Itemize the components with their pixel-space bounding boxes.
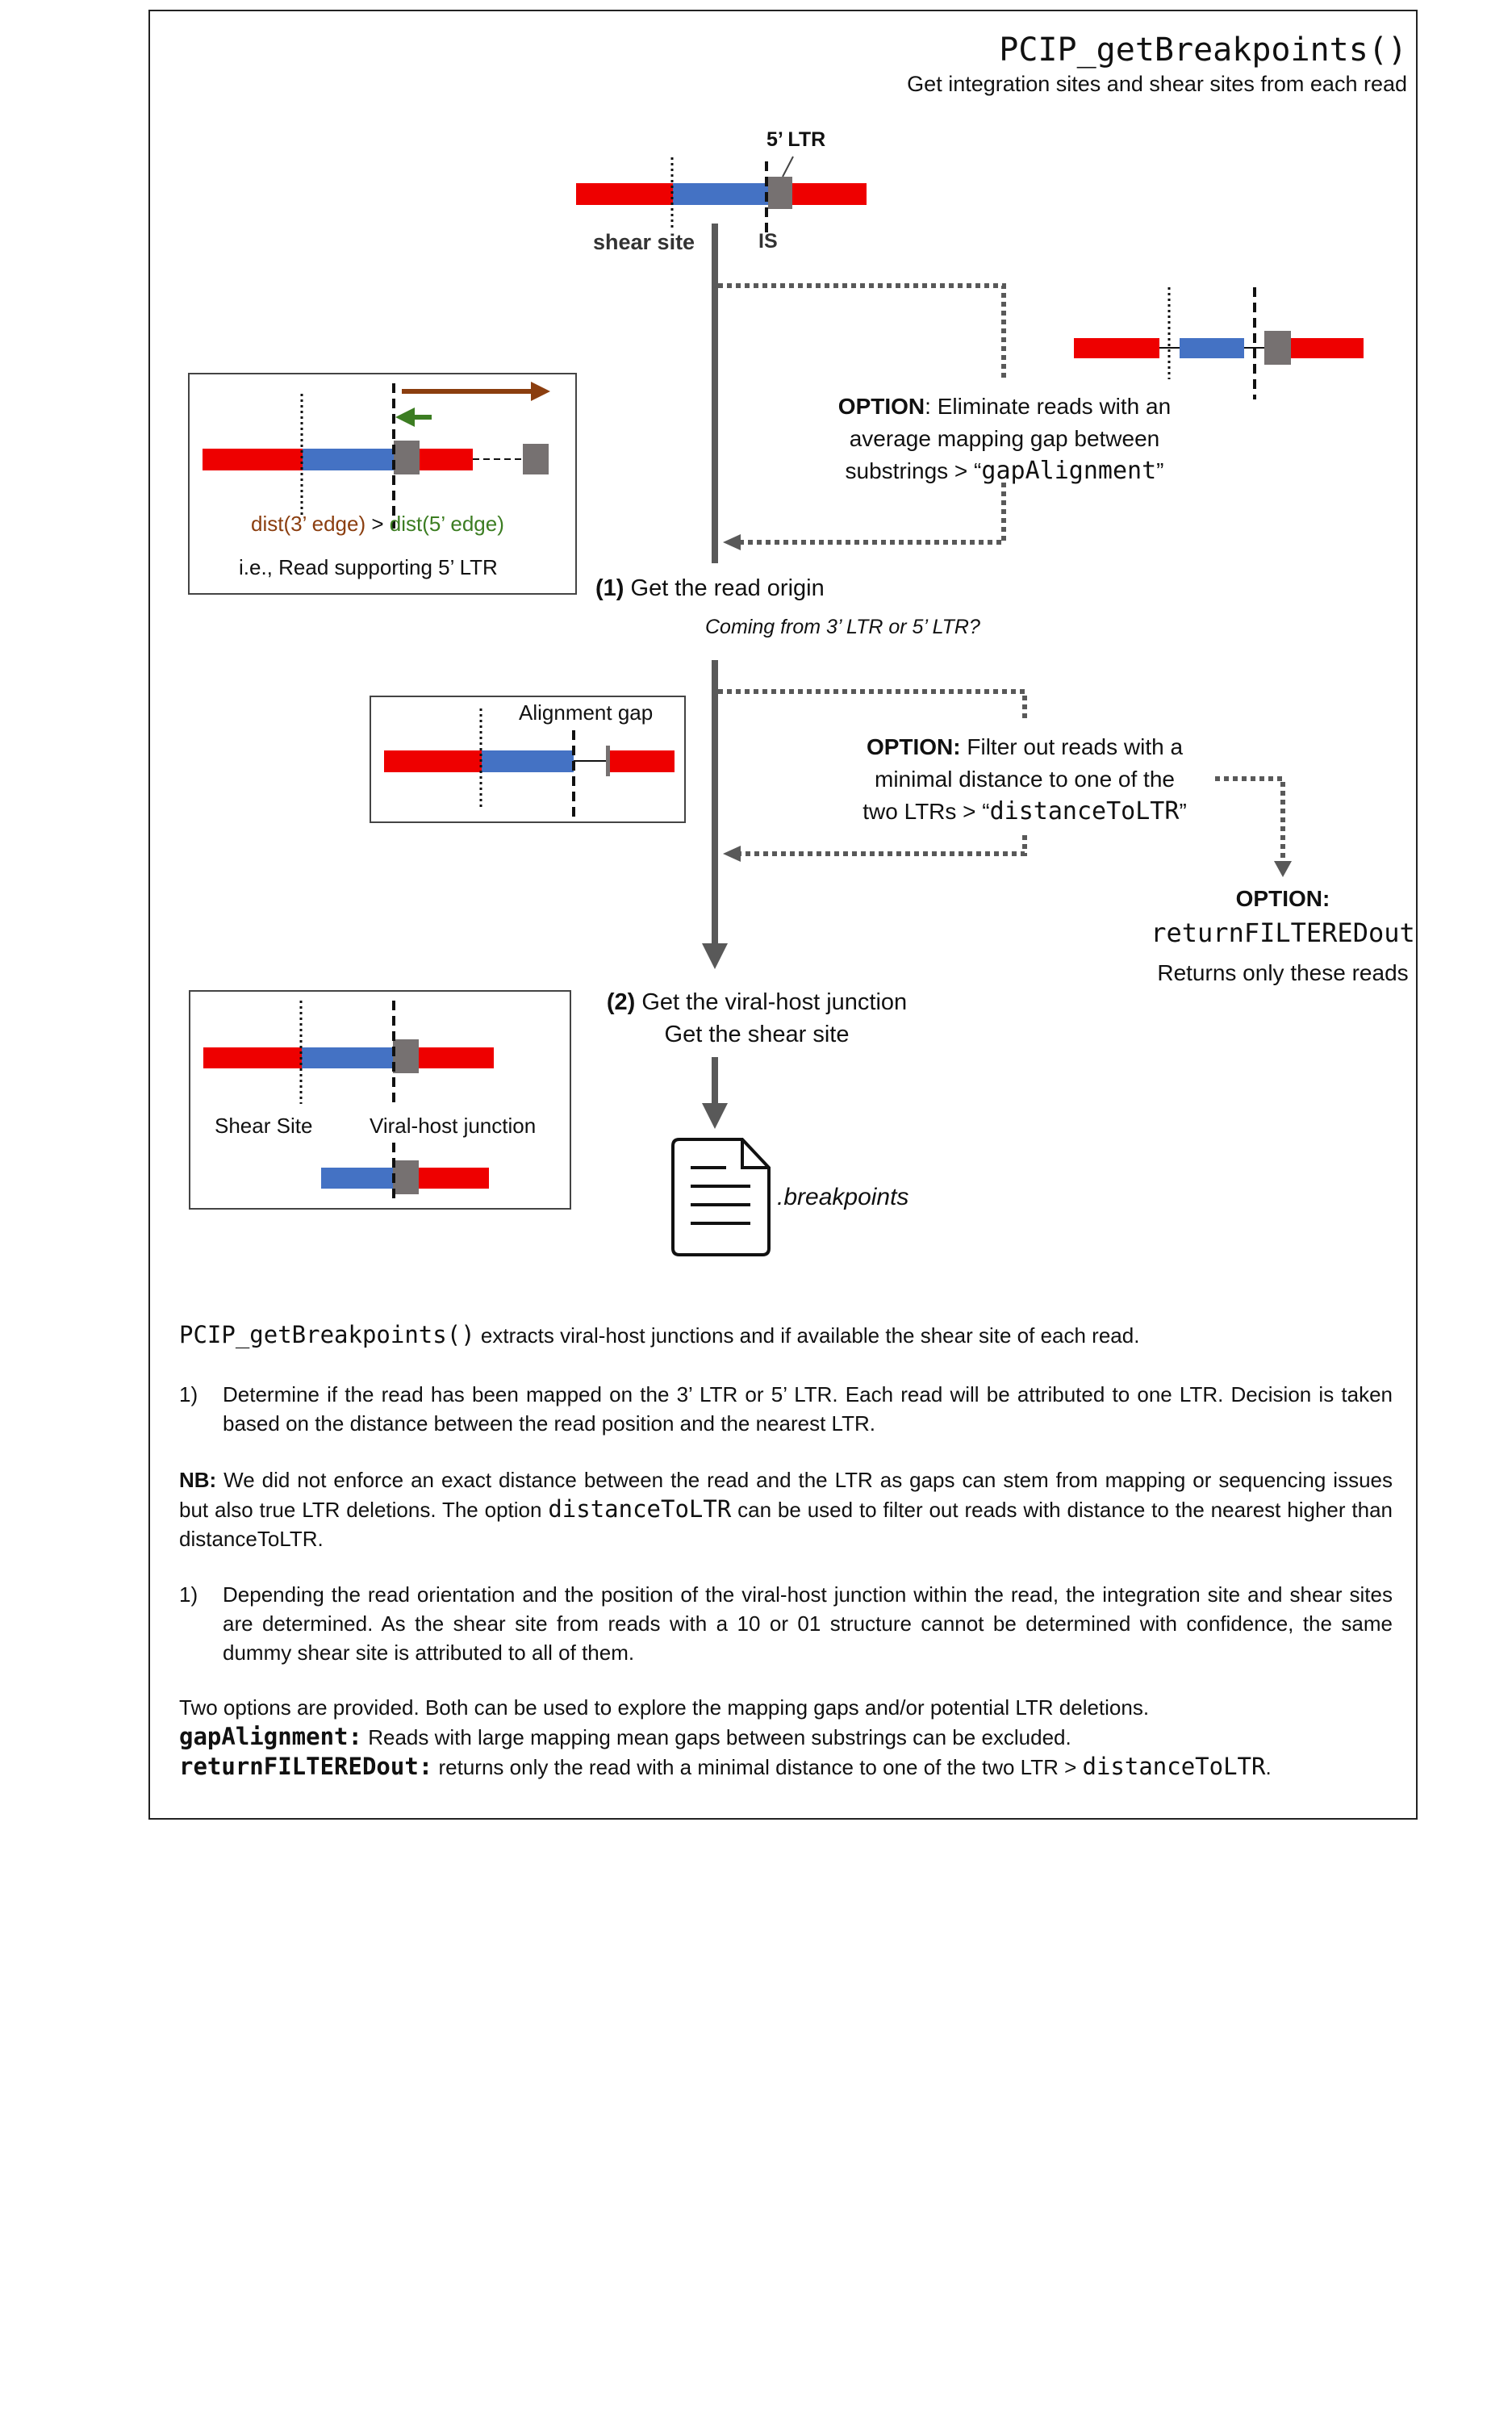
dist-3-edge-label: dist(3’ edge) (251, 512, 366, 536)
option-filter-code: distanceToLTR (989, 797, 1180, 825)
shear-site-label: shear site (593, 230, 695, 254)
option-filter-quote-end: ” (1179, 799, 1187, 824)
nb-text2: can be used to filter out reads with distance to the nearest higher than distanceToLTR. (179, 1498, 1393, 1551)
intro-code: PCIP_getBreakpoints() (179, 1321, 475, 1348)
option-gap-line3: substrings > “ (845, 458, 982, 483)
step1-number: (1) (595, 575, 624, 601)
opt2-code: returnFILTEREDout: (179, 1753, 433, 1780)
nb-label: NB: (179, 1468, 217, 1492)
option-filter-text (823, 731, 1226, 828)
opt2-text: returns only the read with a minimal distance to one of the two LTR > (432, 1755, 1083, 1779)
option-return-description: Returns only these reads (1157, 960, 1409, 985)
dist-5-edge-label: dist(5’ edge) (389, 512, 504, 536)
opt1-text: Reads with large mapping mean gaps between substrings can be excluded. (361, 1725, 1071, 1749)
option-gap-code: gapAlignment (981, 457, 1157, 485)
gt-symbol: > (365, 512, 390, 536)
step2-text (587, 986, 926, 1051)
option-filter-line1: Filter out reads with a (960, 734, 1184, 759)
description-intro (179, 1320, 1389, 1350)
opt2-end: . (1265, 1755, 1272, 1779)
shear-site-inset-label: Shear Site (215, 1114, 313, 1138)
item1-number: 1) (179, 1382, 198, 1406)
junction-inset-label: Viral-host junction (370, 1114, 537, 1138)
distance-comparison (251, 512, 504, 537)
item2-text: Depending the read orientation and the position of the viral-host junction within the read, the integration site and shear sites are determined. As the shear site from reads with a 10 or 01 structure cannot be determined with confidence, the same dummy shear site is attributed to all of them. (223, 1582, 1393, 1665)
nb-text1: We did not enforce an exact distance between the read and the LTR as gaps can stem from mapping or sequencing issues but also true LTR deletions. The option (179, 1468, 1393, 1522)
opt1-code: gapAlignment: (179, 1723, 362, 1750)
option-gap-quote-end: ” (1156, 458, 1164, 483)
option-gap-loop-top (718, 286, 1004, 379)
option-filter-prefix: OPTION: (866, 734, 961, 759)
option-filter-loop-bottom (734, 835, 1025, 854)
ltr-label: 5’ LTR (766, 128, 826, 151)
option-return-prefix: OPTION: (1235, 886, 1330, 911)
option-filter-loop-top (718, 692, 1025, 722)
step1-title (595, 575, 825, 603)
gapped-read (1074, 287, 1364, 399)
option-return-text (1138, 882, 1428, 990)
breakpoints-file-label: .breakpoints (777, 1184, 909, 1210)
step1-question: Coming from 3’ LTR or 5’ LTR? (705, 616, 980, 638)
function-title: PCIP_getBreakpoints() (999, 31, 1407, 69)
option-gap-text (823, 391, 1186, 487)
option-gap-line1: : Eliminate reads with an (925, 394, 1172, 419)
document-icon (673, 1139, 769, 1255)
nb-paragraph (179, 1465, 1393, 1553)
options-paragraph (179, 1693, 1393, 1782)
option-gap-loop-bottom (734, 483, 1004, 542)
opt2-code2: distanceToLTR (1082, 1753, 1266, 1780)
function-subtitle: Get integration sites and shear sites from each read (907, 72, 1407, 96)
item1-text: Determine if the read has been mapped on the 3’ LTR or 5’ LTR. Each read will be attributed to one LTR. Decision is taken based on the distance between the read position and the nearest LTR. (223, 1382, 1393, 1436)
intro-text: extracts viral-host junctions and if available the shear site of each read. (474, 1323, 1140, 1348)
options-intro: Two options are provided. Both can be used to explore the mapping gaps and/or potential LTR deletions. (179, 1695, 1150, 1720)
option-gap-line2: average mapping gap between (849, 426, 1160, 451)
ltr-block (768, 177, 792, 209)
nb-code: distanceToLTR (548, 1495, 732, 1523)
option-return-code: returnFILTEREDout (1151, 917, 1415, 948)
step2-number: (2) (606, 989, 636, 1015)
step2-subtitle: Get the shear site (664, 1022, 850, 1047)
alignment-gap-label: Alignment gap (519, 700, 654, 725)
item2-number: 1) (179, 1582, 198, 1607)
option-filter-line2: minimal distance to one of the (875, 767, 1175, 792)
top-read (576, 157, 867, 232)
option-gap-prefix: OPTION (837, 394, 925, 419)
inset-junction-reads (203, 1001, 494, 1202)
read-supporting-note: i.e., Read supporting 5’ LTR (239, 555, 498, 579)
option-filter-line3: two LTRs > “ (863, 799, 990, 824)
is-label: IS (758, 230, 778, 253)
step2-title: Get the viral-host junction (635, 989, 908, 1015)
inset-ltr-read (203, 383, 549, 529)
step1-text: Get the read origin (624, 575, 825, 601)
